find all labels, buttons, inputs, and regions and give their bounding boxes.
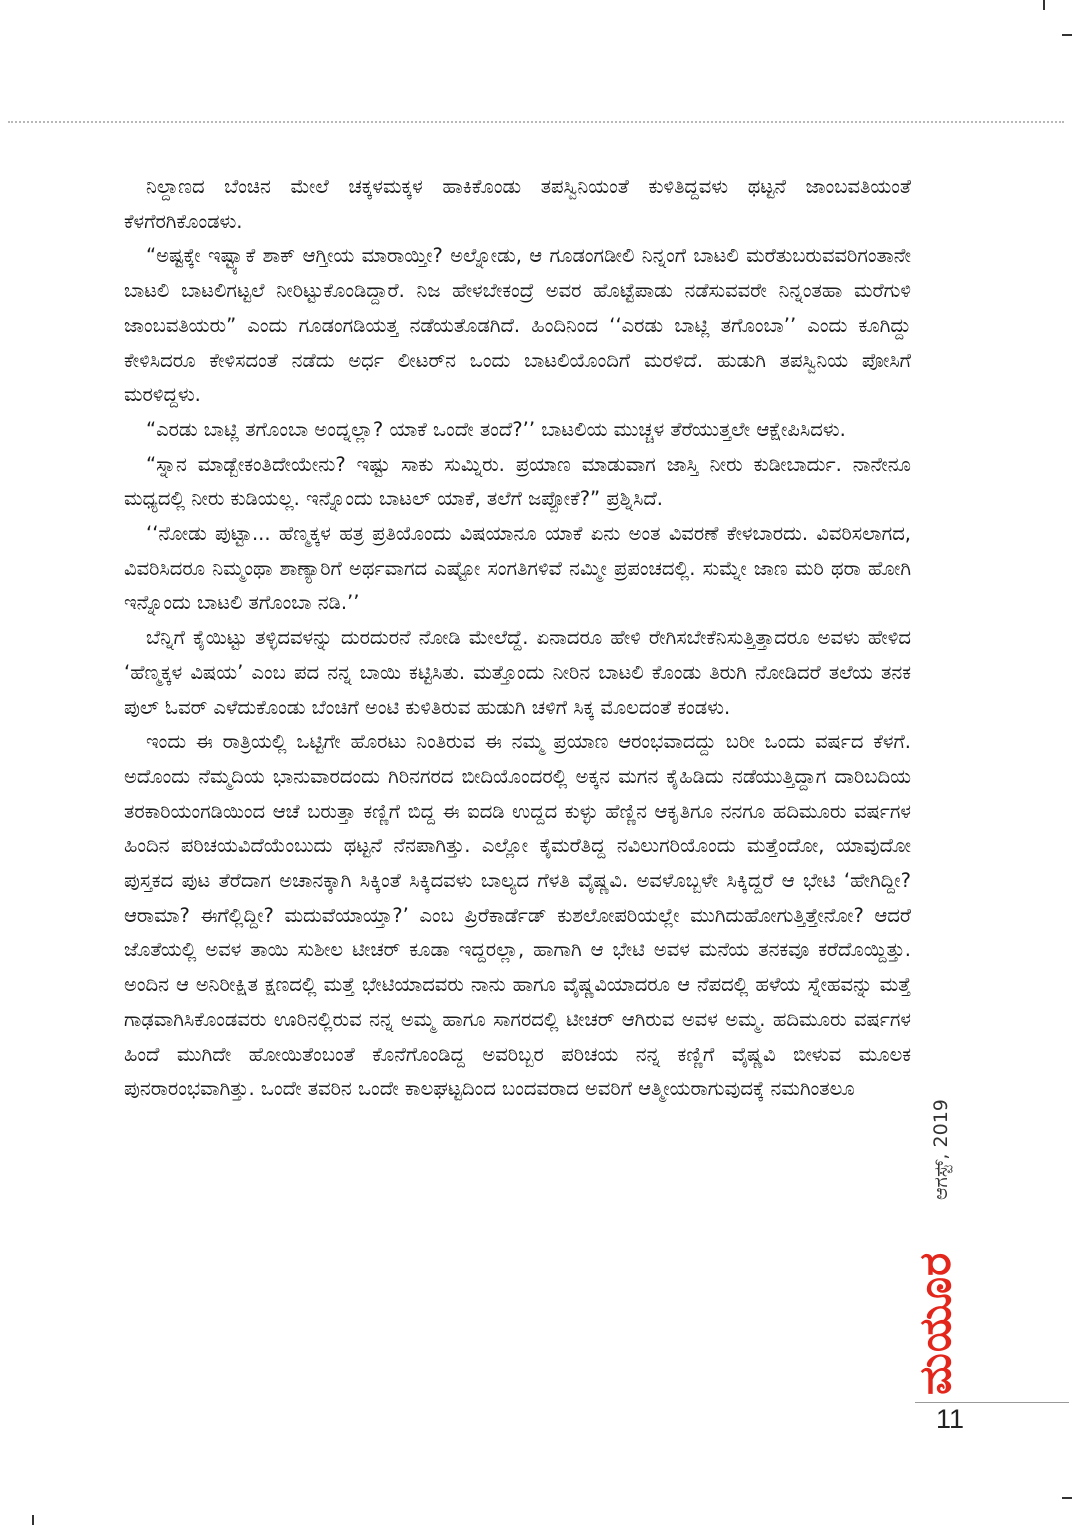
paragraph: ‘‘ನೋಡು ಪುಟ್ಟಾ... ಹೆಣ್ಮಕ್ಕಳ ಹತ್ರ ಪ್ರತಿಯೊಂದು ವಿಷಯಾನೂ ಯಾಕೆ ಏನು ಅಂತ ವಿವರಣೆ ಕೇಳಬಾರದು. ವಿವರಿಸಲಾಗದ, ವಿವರಿಸಿದರೂ ನಿಮ್ಮಂಥಾ ಶಾಣ್ಯಾರಿಗೆ ಅರ್ಥವಾಗದ ಎಷ್ಟೋ ಸಂಗತಿಗಳಿವೆ ನಮ್ಮೀ ಪ್ರಪಂಚದಲ್ಲಿ. ಸುಮ್ನೇ ಜಾಣ ಮರಿ ಥರಾ ಹೋಗಿ ಇನ್ನೊಂದು ಬಾಟಲಿ ತಗೊಂಬಾ ನಡಿ.’’ — [124, 522, 911, 615]
page-number: 11 — [936, 1404, 965, 1434]
crop-mark-top — [1043, 0, 1045, 10]
header-dotted-rule — [8, 121, 1064, 123]
folio-rule — [915, 1402, 1069, 1403]
paragraph: “ಎರಡು ಬಾಟ್ಲಿ ತಗೊಂಬಾ ಅಂದ್ನಲ್ಲಾ? ಯಾಕೆ ಒಂದೇ ತಂದೆ?’’ ಬಾಟಲಿಯ ಮುಚ್ಚಳ ತೆರೆಯುತ್ತಲೇ ಆಕ್ಷೇಪಿಸಿದಳು. — [146, 417, 846, 441]
paragraph: ನಿಲ್ದಾಣದ ಬೆಂಚಿನ ಮೇಲೆ ಚಕ್ಕಳಮಕ್ಕಳ ಹಾಕಿಕೊಂಡು ತಪಸ್ವಿನಿಯಂತೆ ಕುಳಿತಿದ್ದವಳು ಥಟ್ಟನೆ ಜಾಂಬವತಿಯಂತೆ ಕೆಳಗೆರಗಿಕೊಂಡಳು. — [124, 175, 911, 233]
paragraph: ಬೆನ್ನಿಗೆ ಕೈಯಿಟ್ಟು ತಳ್ಳಿದವಳನ್ನು ದುರದುರನೆ ನೋಡಿ ಮೇಲೆದ್ದೆ. ಏನಾದರೂ ಹೇಳಿ ರೇಗಿಸಬೇಕೆನಿಸುತ್ತಿತ್ತಾದರೂ ಅವಳು ಹೇಳಿದ ‘ಹೆಣ್ಮಕ್ಕಳ ವಿಷಯ’ ಎಂಬ ಪದ ನನ್ನ ಬಾಯಿ ಕಟ್ಟಿಸಿತು. ಮತ್ತೊಂದು ನೀರಿನ ಬಾಟಲಿ ಕೊಂಡು ತಿರುಗಿ ನೋಡಿದರೆ ತಲೆಯ ತನಕ ಪುಲ್ ಓವರ್ ಎಳೆದುಕೊಂಡು ಬೆಂಚಿಗೆ ಅಂಟಿ ಕುಳಿತಿರುವ ಹುಡುಗಿ ಚಳಿಗೆ ಸಿಕ್ಕ ಮೊಲದಂತೆ ಕಂಡಳು. — [124, 626, 911, 719]
crop-mark-top-right — [1062, 34, 1072, 36]
crop-mark-bottom-right — [1062, 1497, 1072, 1499]
paragraph: “ಸ್ನಾನ ಮಾಡ್ಬೇಕಂತಿದೇಯೇನು? ಇಷ್ಟು ಸಾಕು ಸುಮ್ನಿರು. ಪ್ರಯಾಣ ಮಾಡುವಾಗ ಜಾಸ್ತಿ ನೀರು ಕುಡೀಬಾರ್ದು. ನಾನೇನೂ ಮಧ್ಯದಲ್ಲಿ ನೀರು ಕುಡಿಯಲ್ಲ. ಇನ್ನೊಂದು ಬಾಟಲ್ ಯಾಕೆ, ತಲೆಗೆ ಜಪ್ಪೋಕೆ?” ಪ್ರಶ್ನಿಸಿದೆ. — [124, 452, 911, 511]
article-body — [124, 170, 911, 1107]
crop-mark-bottom-left — [32, 1515, 34, 1525]
issue-date: ಆಗಸ್ಟ್, 2019 — [930, 1099, 952, 1200]
paragraph: ಇಂದು ಈ ರಾತ್ರಿಯಲ್ಲಿ ಒಟ್ಟಿಗೇ ಹೊರಟು ನಿಂತಿರುವ ಈ ನಮ್ಮ ಪ್ರಯಾಣ ಆರಂಭವಾದದ್ದು ಬರೀ ಒಂದು ವರ್ಷದ ಕೆಳಗೆ. ಅದೊಂದು ನೆಮ್ಮದಿಯ ಭಾನುವಾರದಂದು ಗಿರಿನಗರದ ಬೀದಿಯೊಂದರಲ್ಲಿ ಅಕ್ಕನ ಮಗನ ಕೈಹಿಡಿದು ನಡೆಯುತ್ತಿದ್ದಾಗ ದಾರಿಬದಿಯ ತರಕಾರಿಯಂಗಡಿಯಿಂದ ಆಚೆ ಬರುತ್ತಾ ಕಣ್ಣಿಗೆ ಬಿದ್ದ ಈ ಐದಡಿ ಉದ್ದದ ಕುಳ್ಳು ಹೆಣ್ಣಿನ ಆಕೃತಿಗೂ ನನಗೂ ಹದಿಮೂರು ವರ್ಷಗಳ ಹಿಂದಿನ ಪರಿಚಯವಿದೆಯೆಂಬುದು ಥಟ್ಟನೆ ನೆನಪಾಗಿತ್ತು. ಎಲ್ಲೋ ಕೈಮರೆತಿದ್ದ ನವಿಲುಗರಿಯೊಂದು ಮತ್ತೆಂದೋ, ಯಾವುದೋ ಪುಸ್ತಕದ ಪುಟ ತೆರೆದಾಗ ಅಚಾನಕ್ಕಾಗಿ ಸಿಕ್ಕಿಂತೆ ಸಿಕ್ಕಿದವಳು ಬಾಲ್ಯದ ಗೆಳತಿ ವೈಷ್ಣವಿ. ಅವಳೊಬ್ಬಳೇ ಸಿಕ್ಕಿದ್ದರೆ ಆ ಭೇಟಿ ‘ಹೇಗಿದ್ದೀ? ಆರಾಮಾ? ಈಗೆಲ್ಲಿದ್ದೀ? ಮದುವೆಯಾಯ್ತಾ?’ ಎಂಬ ಪ್ರಿರೆಕಾರ್ಡೆಡ್ ಕುಶಲೋಪರಿಯಲ್ಲೇ ಮುಗಿದುಹೋಗುತ್ತಿತ್ತೇನೋ? ಆದರೆ ಜೊತೆಯಲ್ಲಿ ಅವಳ ತಾಯಿ ಸುಶೀಲ ಟೀಚರ್ ಕೂಡಾ ಇದ್ದರಲ್ಲಾ, ಹಾಗಾಗಿ ಆ ಭೇಟಿ ಅವಳ ಮನೆಯ ತನಕವೂ ಕರೆದೊಯ್ದಿತ್ತು. ಅಂದಿನ ಆ ಅನಿರೀಕ್ಷಿತ ಕ್ಷಣದಲ್ಲಿ ಮತ್ತೆ ಭೇಟಿಯಾದವರು ನಾನು ಹಾಗೂ ವೈಷ್ಣವಿಯಾದರೂ ಆ ನೆಪದಲ್ಲಿ ಹಳೆಯ ಸ್ನೇಹವನ್ನು ಮತ್ತೆ ಗಾಢವಾಗಿಸಿಕೊಂಡವರು ಊರಿನಲ್ಲಿರುವ ನನ್ನ ಅಮ್ಮ ಹಾಗೂ ಸಾಗರದಲ್ಲಿ ಟೀಚರ್ ಆಗಿರುವ ಅವಳ ಅಮ್ಮ. ಹದಿಮೂರು ವರ್ಷಗಳ ಹಿಂದೆ ಮುಗಿದೇ ಹೋಯಿತೆಂಬಂತೆ ಕೊನೆಗೊಂಡಿದ್ದ ಅವರಿಬ್ಬರ ಪರಿಚಯ ನನ್ನ ಕಣ್ಣಿಗೆ ವೈಷ್ಣವಿ ಬೀಳುವ ಮೂಲಕ ಪುನರಾರಂಭವಾಗಿತ್ತು. ಒಂದೇ ತವರಿನ ಒಂದೇ ಕಾಲಘಟ್ಟದಿಂದ ಬಂದವರಾದ ಅವರಿಗೆ ಆತ್ಮೀಯರಾಗುವುದಕ್ಕೆ ನಮಗಿಂತಲೂ — [124, 730, 911, 1101]
paragraph: “ಅಷ್ಟಕ್ಕೇ ಇಷ್ಟ್ಯಾಕೆ ಶಾಕ್ ಆಗ್ತೀಯ ಮಾರಾಯ್ತೀ? ಅಲ್ನೋಡು, ಆ ಗೂಡಂಗಡೀಲಿ ನಿನ್ನಂಗೆ ಬಾಟಲಿ ಮರೆತುಬರುವವರಿಗಂತಾನೇ ಬಾಟಲಿ ಬಾಟಲಿಗಟ್ಟಲೆ ನೀರಿಟ್ಟುಕೊಂಡಿದ್ದಾರೆ. ನಿಜ ಹೇಳಬೇಕಂದ್ರೆ ಅವರ ಹೊಟ್ಟೆಪಾಡು ನಡೆಸುವವರೇ ನಿನ್ನಂತಹಾ ಮರೆಗುಳಿ ಜಾಂಬವತಿಯರು” ಎಂದು ಗೂಡಂಗಡಿಯತ್ತ ನಡೆಯತೊಡಗಿದೆ. ಹಿಂದಿನಿಂದ ‘‘ಎರಡು ಬಾಟ್ಲಿ ತಗೊಂಬಾ’’ ಎಂದು ಕೂಗಿದ್ದು ಕೇಳಿಸಿದರೂ ಕೇಳಿಸದಂತೆ ನಡೆದು ಅರ್ಧ ಲೀಟರ್‌ನ ಒಂದು ಬಾಟಲಿಯೊಂದಿಗೆ ಮರಳಿದೆ. ಹುಡುಗಿ ತಪಸ್ವಿನಿಯ ಪೋಸಿಗೆ ಮರಳಿದ್ದಳು. — [124, 244, 911, 407]
magazine-logo: ಮಯೂರ — [910, 1251, 961, 1395]
